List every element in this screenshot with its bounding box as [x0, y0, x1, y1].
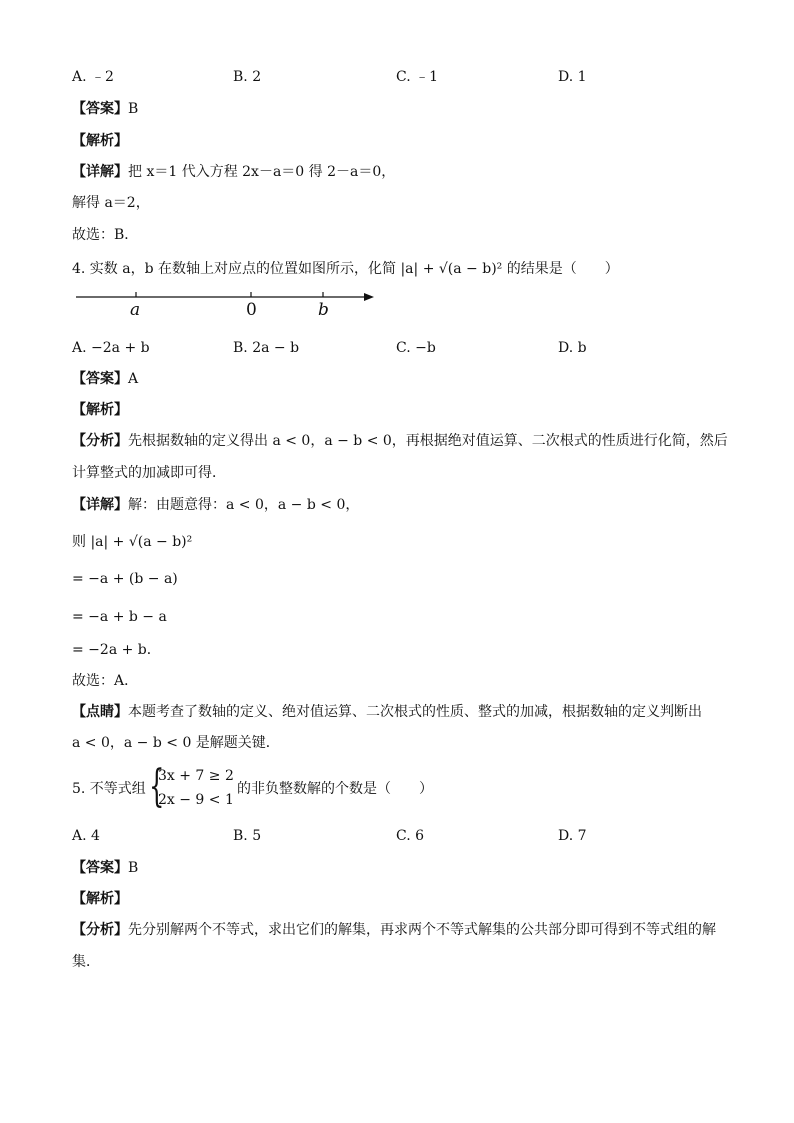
- q4-option-d: D. b: [558, 340, 587, 356]
- label-a: a: [130, 300, 141, 320]
- q4-stem-suffix: 的结果是（ ）: [502, 261, 619, 277]
- q4-detail: [72, 495, 359, 515]
- q5-option-c: C. 6: [396, 828, 425, 844]
- q4-stem-expression: |a| + √(a − b)²: [400, 261, 503, 277]
- fenxi-text: 先根据数轴的定义得出 a < 0，a − b < 0，再根据绝对值运算、二次根式的性质进行化简，然后: [128, 433, 728, 449]
- detail-tag: 【详解】: [72, 164, 128, 180]
- q4-step1: = −a + (b − a): [72, 571, 178, 587]
- q3-detail-line2: 解得 a＝2，: [72, 195, 150, 211]
- detail-text: 解：由题意得：a < 0，a − b < 0，: [128, 497, 360, 513]
- q4-choose: 故选：A．: [72, 673, 139, 689]
- q3-detail: [72, 162, 395, 182]
- q5-fenxi-line2: 集．: [72, 954, 100, 970]
- q4-dianjing-line2: a < 0，a − b < 0 是解题关键．: [72, 735, 280, 751]
- q4-fenxi: [72, 431, 728, 451]
- label-0: 0: [246, 300, 257, 320]
- answer-tag: 【答案】: [72, 860, 128, 876]
- q4-analysis-tag: [72, 400, 128, 420]
- q4-stem: [72, 259, 619, 279]
- q5-fenxi: [72, 920, 716, 940]
- q3-answer: [72, 99, 138, 119]
- answer-value: B: [128, 860, 139, 876]
- q5-stem-suffix: 的非负整数解的个数是（ ）: [237, 781, 433, 797]
- label-b: b: [318, 300, 329, 320]
- fenxi-tag: 【分析】: [72, 433, 128, 449]
- system-brace: {: [149, 761, 165, 812]
- q3-option-d: D. 1: [558, 69, 587, 85]
- q5-analysis-tag: [72, 889, 128, 909]
- q5-inequality-1: 3x + 7 ≥ 2: [158, 768, 234, 784]
- number-line: [72, 285, 382, 325]
- answer-tag: 【答案】: [72, 101, 128, 117]
- q3-option-b: B. 2: [233, 69, 262, 85]
- q4-step2: = −a + b − a: [72, 609, 167, 625]
- q4-step3: = −2a + b．: [72, 642, 161, 658]
- analysis-tag: 【解析】: [72, 891, 128, 907]
- q5-answer: [72, 858, 138, 878]
- analysis-tag: 【解析】: [72, 402, 128, 418]
- q4-dianjing: [72, 702, 702, 722]
- number-line-arrow: [364, 293, 374, 301]
- q4-stem-prefix: 4. 实数 a，b 在数轴上对应点的位置如图所示，化简: [72, 261, 397, 277]
- q3-analysis-tag: [72, 131, 128, 151]
- q5-inequality-2: 2x − 9 < 1: [158, 792, 234, 808]
- dianjing-text: 本题考查了数轴的定义、绝对值运算、二次根式的性质、整式的加减，根据数轴的定义判断出: [128, 704, 702, 720]
- analysis-tag: 【解析】: [72, 133, 128, 149]
- q4-step0: 则 |a| + √(a − b)²: [72, 534, 193, 550]
- answer-value: B: [128, 101, 139, 117]
- detail-tag: 【详解】: [72, 497, 128, 513]
- q3-option-a: A. ﹣2: [72, 69, 114, 85]
- q4-option-c: C. −b: [396, 340, 436, 356]
- q5-option-a: A. 4: [72, 828, 100, 844]
- q4-option-a: A. −2a + b: [72, 340, 150, 356]
- q5-option-d: D. 7: [558, 828, 587, 844]
- q3-choose: 故选：B．: [72, 227, 139, 243]
- q5-stem-prefix: 5. 不等式组: [72, 781, 146, 797]
- q5-option-b: B. 5: [233, 828, 262, 844]
- fenxi-text: 先分别解两个不等式，求出它们的解集，再求两个不等式解集的公共部分即可得到不等式组的解: [128, 922, 716, 938]
- q3-option-c: C. ﹣1: [396, 69, 439, 85]
- dianjing-tag: 【点睛】: [72, 704, 128, 720]
- fenxi-tag: 【分析】: [72, 922, 128, 938]
- answer-tag: 【答案】: [72, 371, 128, 387]
- q4-answer: [72, 369, 138, 389]
- q4-option-b: B. 2a − b: [233, 340, 300, 356]
- detail-text: 把 x＝1 代入方程 2x－a＝0 得 2－a＝0，: [128, 164, 396, 180]
- answer-value: A: [128, 371, 139, 387]
- q4-fenxi-line2: 计算整式的加减即可得．: [72, 465, 226, 481]
- number-line-graphic: [72, 285, 382, 325]
